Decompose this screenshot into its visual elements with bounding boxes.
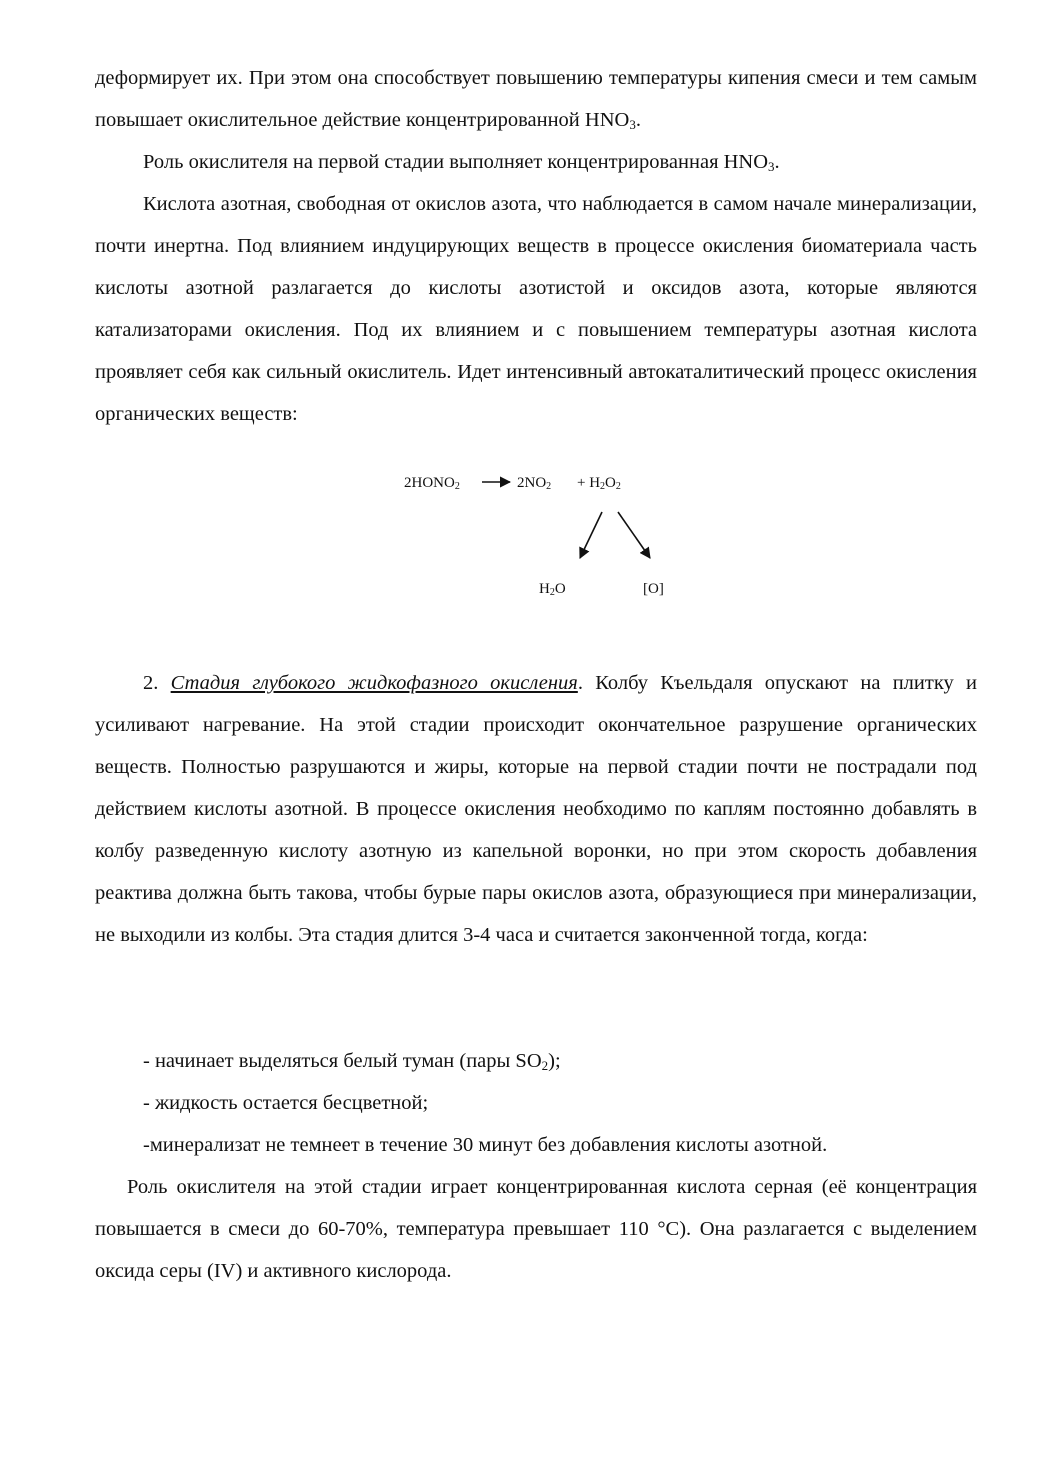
condition-item: [143, 1040, 983, 1082]
paragraph-intro: [95, 57, 977, 141]
subscript: 3: [768, 159, 775, 174]
paragraph-closing-text: Роль окислителя на этой стадии играет концентрированная кислота серная (её концентрация повышается в смеси до 60-70%, температура превышает 110 °С). Она разлагается с выделением оксида серы (IV) и активного кислорода.: [95, 1176, 977, 1282]
decomposition-arrow-left: [580, 512, 602, 558]
product-h2o2-mid: O: [605, 475, 616, 491]
paragraph-intro-text: деформирует их. При этом она способствует повышению температуры кипения смеси и тем самым повышает окислительное действие концентрированной HNO: [95, 67, 977, 131]
stage-2-text: . Колбу Къельдаля опускают на плитку и усиливают нагревание. На этой стадии происходит окончательное разрушение органических веществ. Полностью разрушаются и жиры, которые на первой стадии почти не пострадали под действием кислоты азотной. В процессе окисления необходимо по каплям постоянно добавлять в колбу разведенную кислоту азотную из капельной воронки, но при этом скорость добавления реактива должна быть такова, чтобы бурые пары окислов азота, образующиеся при минерализации, не выходили из колбы. Эта стадия длится 3-4 часа и считается законченной тогда, когда:: [95, 672, 977, 946]
punctuation: .: [774, 151, 780, 173]
reactant-text: 2HONO: [404, 475, 455, 491]
water-prefix: H: [539, 581, 550, 597]
paragraph-oxidizer-role: [95, 141, 977, 183]
subscript: 3: [629, 117, 636, 132]
decomposition-product-oxygen: [O]: [643, 581, 664, 597]
subscript: 2: [600, 481, 606, 492]
water-suffix: O: [554, 581, 566, 597]
decomposition-product-water: [539, 580, 566, 598]
stage-heading: Стадия глубокого жидкофазного окисления: [170, 672, 578, 694]
product-no2-text: 2NO: [517, 475, 547, 491]
punctuation: );: [548, 1050, 561, 1072]
subscript: 2: [454, 481, 460, 492]
product-h2o2-prefix: + H: [577, 475, 601, 491]
paragraph-nitric-acid-text: Кислота азотная, свободная от окислов азота, что наблюдается в самом начале минерализации, почти инертна. Под влиянием индуцирующих веществ в процессе окисления биоматериала часть кислоты азотной разлагается до кислоты азотистой и оксидов азота, которые являются катализаторами окисления. Под их влиянием и с повышением температуры азотная кислота проявляет себя как сильный окислитель. Идет интенсивный автокаталитический процесс окисления органических веществ:: [95, 193, 977, 425]
subscript: 2: [615, 481, 621, 492]
decomposition-arrow-right: [618, 512, 650, 558]
paragraph-stage-2: [95, 662, 977, 956]
condition-item: - жидкость остается бесцветной;: [143, 1092, 429, 1114]
condition-item: -минерализат не темнеет в течение 30 минут без добавления кислоты азотной.: [143, 1134, 828, 1156]
subscript: 2: [549, 587, 555, 598]
subscript: 2: [541, 1058, 549, 1073]
equation-reactant: [404, 474, 460, 492]
subscript: 2: [546, 481, 552, 492]
stage-number: 2.: [143, 672, 159, 694]
condition-text: - начинает выделяться белый туман (пары SO: [143, 1050, 542, 1072]
paragraph-nitric-acid: [95, 183, 977, 435]
paragraph-oxidizer-role-text: Роль окислителя на первой стадии выполняет концентрированная HNO: [143, 151, 769, 173]
paragraph-closing: [95, 1166, 977, 1292]
punctuation: .: [635, 109, 641, 131]
reaction-arrows: [470, 470, 670, 580]
